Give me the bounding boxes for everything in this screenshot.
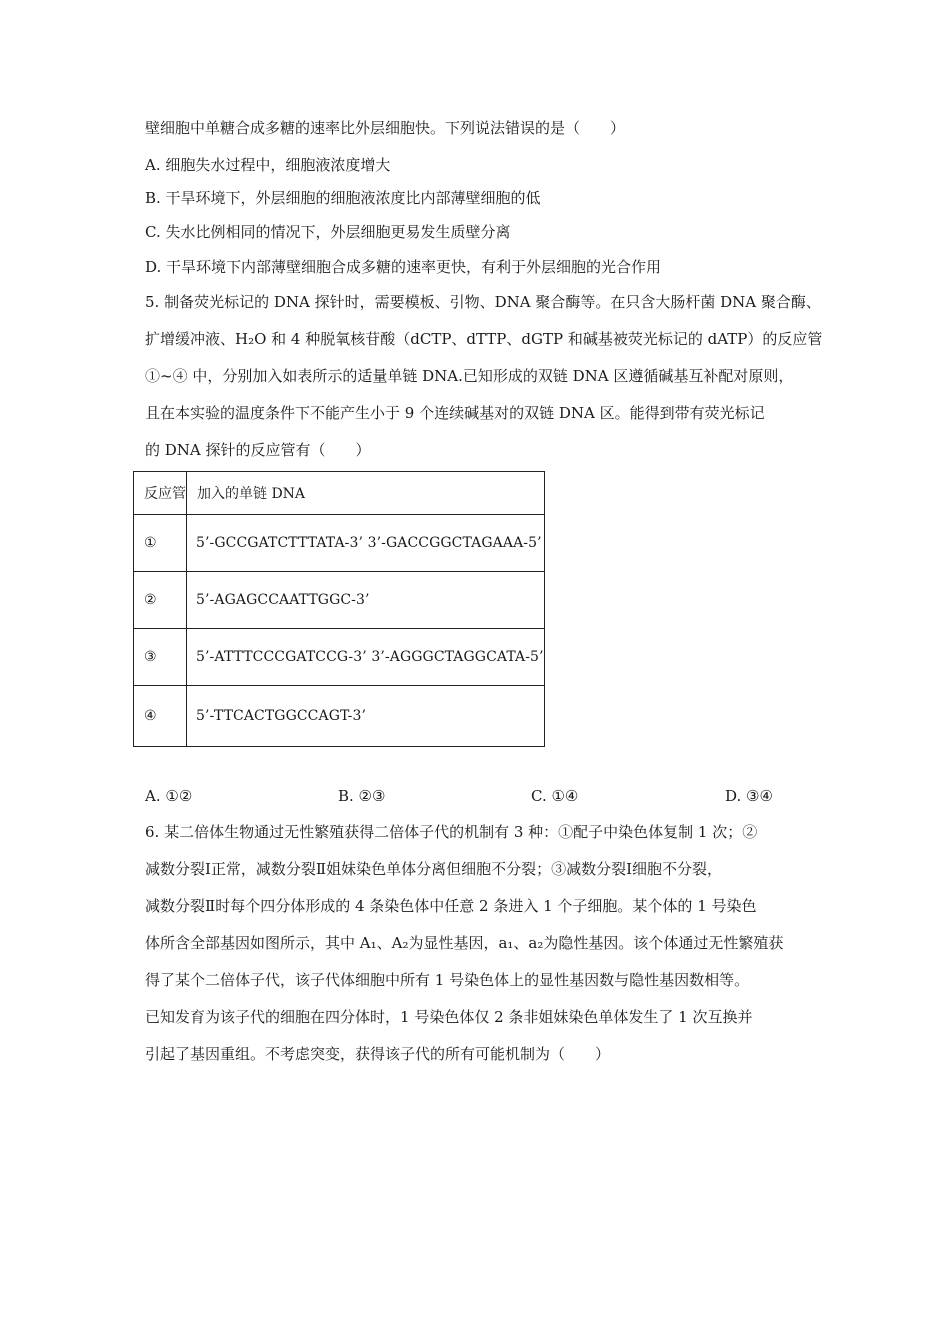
q5-line-1: 5. 制备荧光标记的 DNA 探针时，需要模板、引物、DNA 聚合酶等。在只含大肠杆菌 DNA 聚合酶、 [145, 293, 821, 311]
q5-choice-b: B. ②③ [338, 787, 386, 805]
table-row [134, 572, 545, 629]
q4-option-b: B. 干旱环境下，外层细胞的细胞液浓度比内部薄壁细胞的低 [145, 189, 541, 207]
tube-cell: ① [134, 515, 187, 572]
dna-cell: 5’-TTCACTGGCCAGT-3’ [187, 686, 545, 747]
q6-line-6: 已知发育为该子代的细胞在四分体时，1 号染色体仅 2 条非姐妹染色单体发生了 1 次互换并 [145, 1008, 753, 1026]
q5-line-5: 的 DNA 探针的反应管有（ ） [145, 441, 371, 459]
dna-cell: 5’-GCCGATCTTTATA-3’ 3’-GACCGGCTAGAAA-5’ [187, 515, 545, 572]
q5-line-4: 且在本实验的温度条件下不能产生小于 9 个连续碱基对的双链 DNA 区。能得到带有荧光标记 [145, 404, 765, 422]
table-row [134, 515, 545, 572]
q5-line-3: ①~④ 中，分别加入如表所示的适量单链 DNA.已知形成的双链 DNA 区遵循碱基互补配对原则， [145, 367, 794, 385]
q5-choice-c: C. ①④ [531, 787, 579, 805]
q6-line-1: 6. 某二倍体生物通过无性繁殖获得二倍体子代的机制有 3 种：①配子中染色体复制 1 次；② [145, 823, 758, 841]
dna-table [133, 471, 542, 746]
tube-cell: ③ [134, 629, 187, 686]
q5-choice-d: D. ③④ [725, 787, 773, 805]
q6-line-4: 体所含全部基因如图所示，其中 A₁、A₂为显性基因，a₁、a₂为隐性基因。该个体通过无性繁殖获 [145, 934, 784, 952]
q6-line-7: 引起了基因重组。不考虑突变，获得该子代的所有可能机制为（ ） [145, 1045, 611, 1063]
q5-choice-a: A. ①② [145, 787, 193, 805]
q6-line-2: 减数分裂Ⅰ正常，减数分裂Ⅱ姐妹染色单体分离但细胞不分裂；③减数分裂Ⅰ细胞不分裂， [145, 860, 723, 878]
table-header-row [134, 472, 545, 515]
tube-cell: ② [134, 572, 187, 629]
header-tube: 反应管 [134, 472, 187, 515]
header-dna: 加入的单链 DNA [187, 472, 545, 515]
q6-line-3: 减数分裂Ⅱ时每个四分体形成的 4 条染色体中任意 2 条进入 1 个子细胞。某个体的 1 号染色 [145, 897, 757, 915]
question-4-tail: 壁细胞中单糖合成多糖的速率比外层细胞快。下列说法错误的是（ ） [145, 119, 626, 137]
q4-option-c: C. 失水比例相同的情况下，外层细胞更易发生质壁分离 [145, 223, 511, 241]
tube-cell: ④ [134, 686, 187, 747]
q4-option-d: D. 干旱环境下内部薄壁细胞合成多糖的速率更快，有利于外层细胞的光合作用 [145, 258, 662, 276]
dna-cell: 5’-AGAGCCAATTGGC-3’ [187, 572, 545, 629]
table-row [134, 629, 545, 686]
q6-line-5: 得了某个二倍体子代，该子代体细胞中所有 1 号染色体上的显性基因数与隐性基因数相等。 [145, 971, 750, 989]
dna-cell: 5’-ATTTCCCGATCCG-3’ 3’-AGGGCTAGGCATA-5’ [187, 629, 545, 686]
q4-option-a: A. 细胞失水过程中，细胞液浓度增大 [145, 156, 391, 174]
q5-line-2: 扩增缓冲液、H₂O 和 4 种脱氧核苷酸（dCTP、dTTP、dGTP 和碱基被荧光标记的 dATP）的反应管 [145, 330, 823, 348]
table-row [134, 686, 545, 747]
